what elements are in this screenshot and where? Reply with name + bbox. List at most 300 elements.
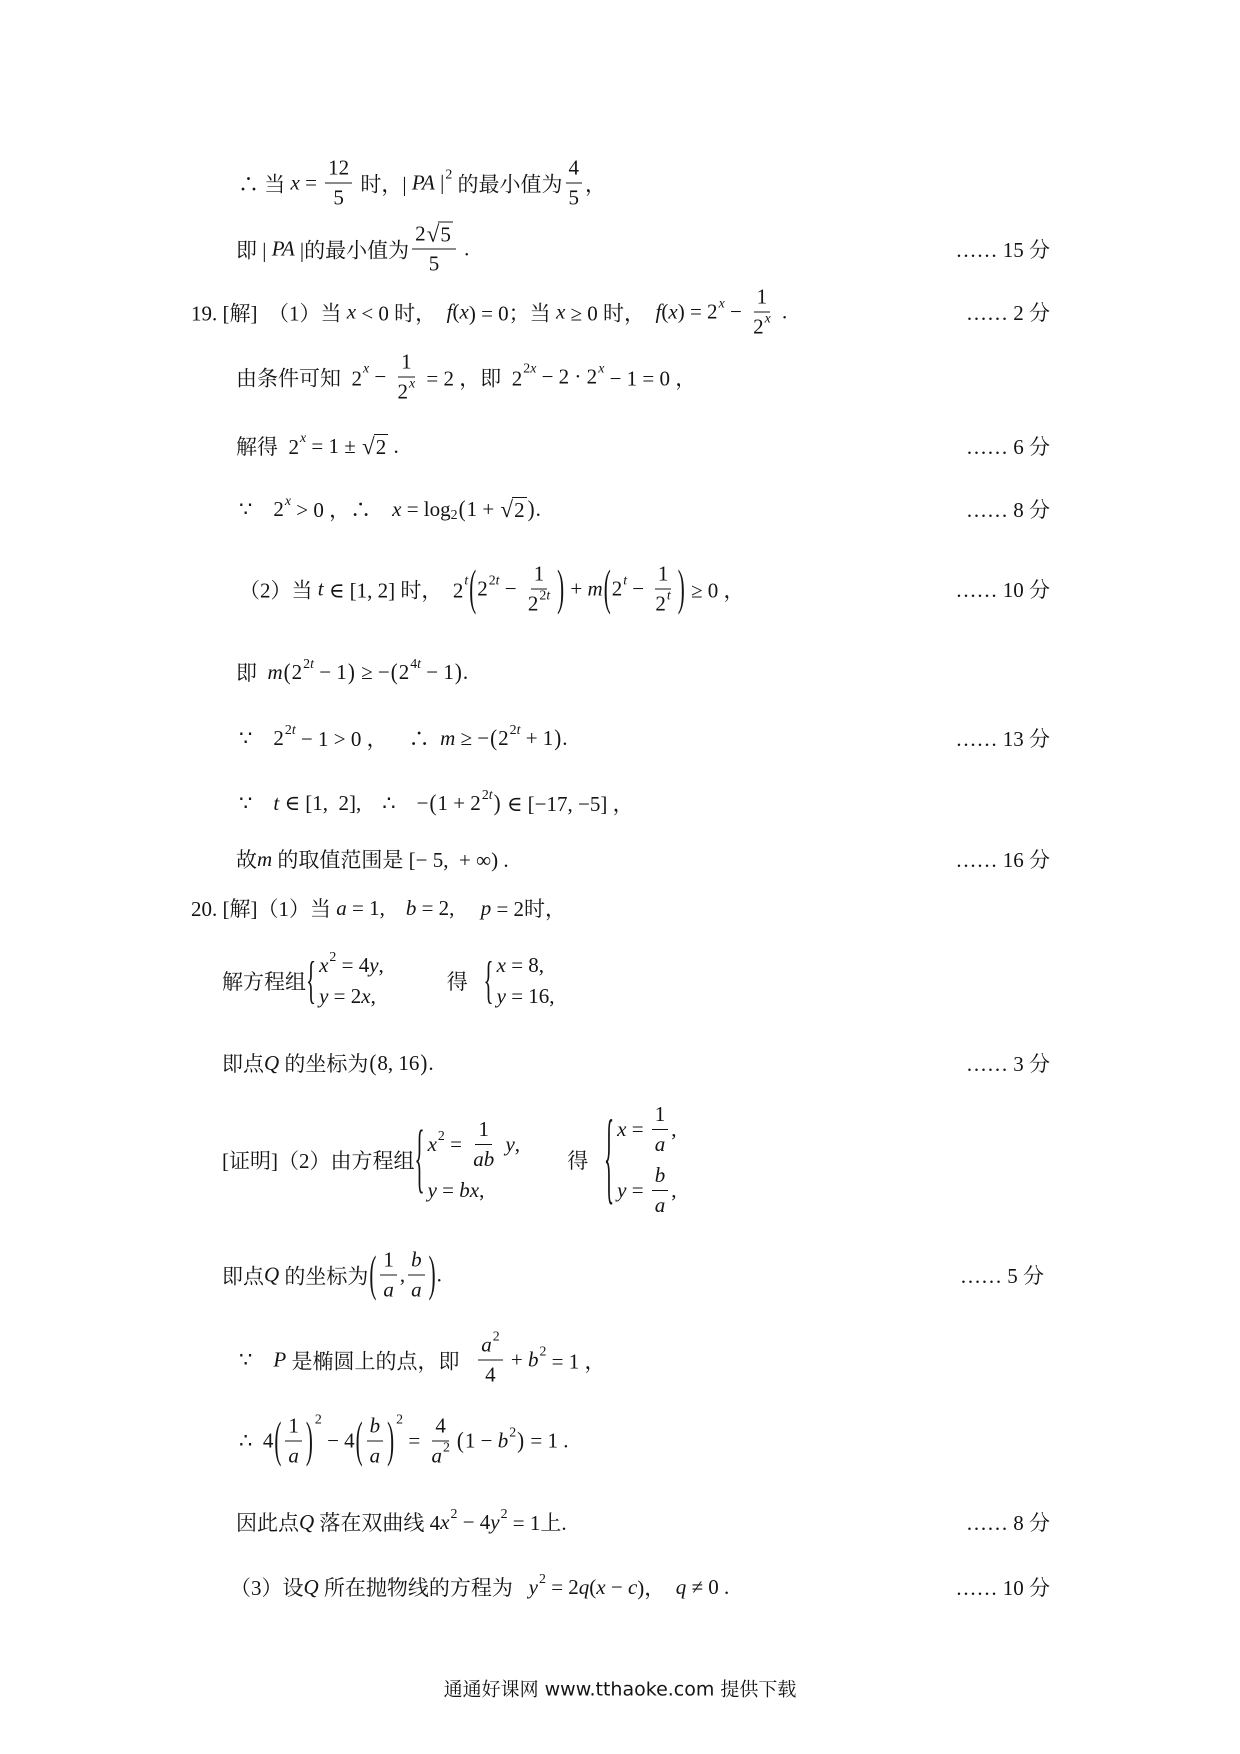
fraction-numerator xyxy=(652,1163,669,1191)
math-text: . xyxy=(436,1262,442,1287)
system-rows xyxy=(497,950,555,1012)
math-text: 2 xyxy=(539,1343,547,1359)
superscript xyxy=(765,311,771,327)
math-variable: x xyxy=(718,295,725,311)
math-text: 2 xyxy=(314,1411,322,1427)
math-text: 2 xyxy=(442,1439,450,1455)
math-text: 2 xyxy=(500,1505,508,1521)
math-text: ∈ [−17, −5] ， xyxy=(501,792,634,816)
math-text: > 0 ，∴ xyxy=(291,498,393,522)
fraction xyxy=(750,285,774,340)
open-paren: ( xyxy=(283,657,291,685)
math-variable: t xyxy=(417,655,421,671)
math-variable: b xyxy=(527,1347,539,1372)
q20-point-q-line xyxy=(222,1048,434,1078)
fraction xyxy=(652,1163,669,1218)
math-text: ∵ xyxy=(239,790,274,815)
q20-ellipse-line xyxy=(239,1328,606,1388)
close-paren: ) xyxy=(517,1426,525,1454)
superscript xyxy=(300,430,306,446)
math-variable: t xyxy=(516,721,521,737)
math-variable: x xyxy=(427,1132,437,1156)
math-text: . xyxy=(428,1050,434,1075)
open-paren: ( xyxy=(469,558,477,616)
equation-system xyxy=(484,950,555,1012)
square-root xyxy=(500,497,526,521)
open-paren: ( xyxy=(274,1410,282,1468)
math-text: 1 xyxy=(654,1102,666,1126)
math-text: 2 xyxy=(523,360,531,376)
math-variable: a xyxy=(654,1193,666,1217)
fraction xyxy=(285,1414,302,1469)
math-text: 的坐标为 xyxy=(279,1264,369,1288)
math-text: 20. [解]（1）当 xyxy=(191,897,337,921)
fraction-numerator xyxy=(652,1102,669,1130)
math-text: = log xyxy=(401,496,451,521)
superscript xyxy=(409,376,415,392)
math-text: ∵ 2 xyxy=(239,725,284,750)
fraction xyxy=(470,1117,497,1172)
math-text: + xyxy=(565,576,588,601)
fraction-numerator xyxy=(412,222,456,250)
score-marker: …… 10 分 xyxy=(955,1576,1050,1600)
open-paren: ( xyxy=(490,723,498,751)
math-variable: b xyxy=(405,895,417,920)
superscript xyxy=(623,573,627,589)
fraction xyxy=(652,1102,669,1157)
math-variable: x xyxy=(598,360,605,376)
math-text: 4 xyxy=(568,155,579,180)
math-text: . xyxy=(776,299,788,324)
math-variable: f xyxy=(655,299,662,324)
close-paren: ) xyxy=(554,723,562,751)
math-variable: Q xyxy=(303,1574,319,1599)
superscript xyxy=(303,656,314,672)
math-text: 4 xyxy=(410,655,418,671)
math-variable: y xyxy=(369,953,379,977)
math-text: 2 xyxy=(450,506,458,522)
q20-part1-header-line xyxy=(191,893,566,923)
math-text: = xyxy=(626,1117,649,1141)
math-text: ， xyxy=(585,172,606,196)
math-text: ( xyxy=(589,1574,597,1599)
math-variable: b xyxy=(411,1247,422,1272)
math-text: = 2时， xyxy=(491,897,567,921)
math-text: , xyxy=(370,984,376,1008)
math-text: = 1 . xyxy=(525,1428,569,1453)
math-text: ≥ 0 ， xyxy=(685,578,745,602)
math-text: 2 xyxy=(375,434,387,459)
math-text: 2 xyxy=(477,576,488,601)
math-text: [证明]（2）由方程组 xyxy=(222,1149,415,1173)
score-marker: …… 2 分 xyxy=(966,301,1050,325)
superscript xyxy=(410,656,421,672)
fraction xyxy=(367,1414,384,1469)
radical-sign: √ xyxy=(426,220,440,247)
math-variable: x xyxy=(668,299,678,324)
math-text: ≠ 0 . xyxy=(686,1574,730,1599)
parenthesized-group xyxy=(368,1048,428,1076)
fraction-denominator xyxy=(330,184,347,211)
fraction-denominator xyxy=(367,1442,384,1469)
math-text: = 1 ± xyxy=(306,433,362,458)
math-variable: y xyxy=(505,1132,515,1156)
group-body xyxy=(291,655,347,685)
math-text: = 8, xyxy=(505,953,545,977)
math-variable: f xyxy=(446,299,453,324)
fraction-denominator xyxy=(482,1361,499,1388)
math-text: 1 − xyxy=(464,1428,498,1453)
math-variable: Q xyxy=(264,1050,280,1075)
math-text: − 4 xyxy=(457,1509,491,1534)
score-marker: …… 16 分 xyxy=(955,848,1050,872)
math-text: 5 xyxy=(568,185,579,210)
fraction-numerator xyxy=(432,1414,449,1442)
math-variable: x xyxy=(409,375,416,391)
fraction-numerator xyxy=(380,1248,397,1276)
math-text: < 0 时， xyxy=(356,301,447,325)
parenthesized-group xyxy=(428,786,501,816)
equation-system xyxy=(306,950,384,1012)
math-text: 2 xyxy=(396,1411,404,1427)
math-variable: t xyxy=(310,655,314,671)
open-paren: ( xyxy=(369,1244,377,1302)
group-body xyxy=(464,1424,517,1454)
superscript xyxy=(363,361,369,377)
fraction-numerator xyxy=(325,156,352,184)
math-text: 2 xyxy=(329,949,337,965)
math-text: 2 xyxy=(437,1128,445,1144)
math-text: 2 xyxy=(611,576,623,601)
parenthesized-group xyxy=(489,721,562,751)
fraction xyxy=(412,222,456,277)
fraction-numerator xyxy=(754,285,771,313)
superscript xyxy=(285,722,296,738)
fraction-numerator xyxy=(408,1248,425,1276)
math-text: − 4 xyxy=(321,1428,355,1453)
superscript xyxy=(329,949,336,965)
group-body xyxy=(282,1414,305,1469)
math-text: = 1, xyxy=(346,895,406,920)
group-body xyxy=(498,721,554,751)
math-text: 1 xyxy=(288,1413,299,1438)
open-paren: ( xyxy=(369,1048,377,1076)
math-variable: t xyxy=(666,587,671,603)
math-text: 8, 16 xyxy=(377,1050,420,1075)
q19-log-result-line xyxy=(239,494,541,524)
math-text: = 4 xyxy=(336,953,370,977)
math-text: + 1 xyxy=(520,725,554,750)
math-text: − xyxy=(499,576,522,601)
math-text: , xyxy=(514,1132,521,1156)
close-paren: ) xyxy=(428,1244,436,1302)
math-text: 解得 2 xyxy=(236,435,299,459)
math-text: 12 xyxy=(328,155,350,180)
math-text: ∈ [1, 2], ∴ − xyxy=(279,790,429,815)
parenthesized-group xyxy=(283,655,356,685)
fraction-denominator xyxy=(395,375,419,405)
group-body xyxy=(437,786,493,816)
superscript xyxy=(598,361,604,377)
math-text: = xyxy=(403,1428,426,1453)
math-text: 1 xyxy=(756,284,768,309)
math-text: ( xyxy=(661,299,669,324)
math-text: 5 xyxy=(428,251,440,276)
open-paren: ( xyxy=(603,558,611,616)
open-paren: ( xyxy=(429,788,437,816)
close-paren: ) xyxy=(493,788,501,816)
math-text: ∴ 4 xyxy=(239,1428,274,1453)
math-text: − 2 · 2 xyxy=(536,364,598,389)
math-text: 时，| xyxy=(355,172,412,196)
superscript xyxy=(438,1128,445,1144)
math-text: − 1 > 0 ， ∴ xyxy=(295,727,441,751)
page-footer: 通通好课网 www.tthaoke.com 提供下载 xyxy=(443,1678,797,1701)
math-text: 即点 xyxy=(222,1264,264,1288)
math-text: ( xyxy=(452,299,460,324)
fraction-numerator xyxy=(285,1414,302,1442)
math-text: = 2, xyxy=(416,895,481,920)
superscript xyxy=(489,573,500,589)
math-text: 2 xyxy=(450,1505,458,1521)
math-text: | xyxy=(434,170,445,195)
math-variable: m xyxy=(257,846,273,871)
superscript xyxy=(501,1506,508,1522)
parenthesized-group xyxy=(273,1410,322,1469)
q19-m-range-line xyxy=(236,844,509,874)
open-paren: ( xyxy=(355,1410,363,1468)
fraction-denominator xyxy=(652,587,673,617)
fraction xyxy=(380,1248,397,1303)
math-text: ∈ [1, 2] 时， 2 xyxy=(323,578,464,602)
fraction xyxy=(428,1414,452,1469)
math-text: − 1 = 0 ， xyxy=(604,366,697,390)
math-text: 2 xyxy=(539,1570,546,1586)
group-body xyxy=(364,1414,387,1469)
math-variable: x xyxy=(392,496,402,521)
q20-proof-system-line xyxy=(222,1099,677,1221)
fraction-denominator xyxy=(426,250,443,277)
superscript xyxy=(396,1411,403,1427)
superscript xyxy=(510,722,521,738)
math-text: − xyxy=(627,576,650,601)
system-row xyxy=(319,981,384,1012)
math-variable: p xyxy=(480,895,492,920)
math-text: + xyxy=(505,1347,528,1372)
math-variable: t xyxy=(495,572,500,588)
math-variable: t xyxy=(273,790,280,815)
fraction xyxy=(395,350,419,405)
group-body xyxy=(467,497,527,522)
math-variable: y xyxy=(496,984,506,1008)
math-variable: b xyxy=(654,1163,666,1187)
system-row xyxy=(428,1175,520,1206)
fraction xyxy=(525,562,553,617)
math-text: 得 xyxy=(383,970,484,994)
superscript xyxy=(451,1506,458,1522)
close-paren: ) xyxy=(387,1410,395,1468)
math-variable: y xyxy=(617,1178,627,1202)
math-variable: x xyxy=(555,299,566,324)
math-text: ) = 0；当 xyxy=(468,301,556,325)
fraction xyxy=(325,156,352,211)
math-text: 19. [解] （1）当 xyxy=(191,301,347,325)
math-text: ≥ 0 时， xyxy=(565,301,656,325)
math-text: = 16, xyxy=(505,984,555,1008)
math-variable: x xyxy=(617,1117,627,1141)
math-variable: a xyxy=(336,895,347,920)
math-text: 所在抛物线的方程为 xyxy=(318,1576,529,1600)
math-text: − 1 xyxy=(313,659,347,684)
radical-sign: √ xyxy=(362,432,375,459)
math-text: , xyxy=(671,1117,677,1141)
score-marker: …… 15 分 xyxy=(955,238,1050,262)
math-text: = 2 xyxy=(328,984,362,1008)
math-text: 即 | xyxy=(236,238,272,262)
math-variable: c xyxy=(627,1574,638,1599)
math-text: ≥ − xyxy=(455,725,490,750)
math-text: （3）设 xyxy=(230,1576,304,1600)
math-text: 4 xyxy=(435,1413,446,1438)
math-text: 2 xyxy=(488,572,496,588)
math-text: )， xyxy=(637,1576,676,1600)
math-variable: t xyxy=(546,587,551,603)
math-text: = xyxy=(436,1178,460,1202)
math-variable: x xyxy=(290,170,300,195)
close-paren: ) xyxy=(420,1048,428,1076)
math-text: , xyxy=(479,1178,485,1202)
math-variable: x xyxy=(530,360,537,376)
close-paren: ) xyxy=(527,494,535,522)
system-row xyxy=(497,950,555,981)
q20-hyperbola-line xyxy=(236,1507,567,1537)
q19-range-interval-line xyxy=(239,788,634,818)
q19-part1-header-line xyxy=(191,285,787,340)
math-text: 2 xyxy=(303,655,311,671)
math-text: − 1 xyxy=(420,659,454,684)
math-variable: q xyxy=(675,1574,687,1599)
fraction-denominator xyxy=(652,1130,669,1157)
math-variable: x xyxy=(459,299,469,324)
math-text: , xyxy=(671,1178,677,1202)
fraction-denominator xyxy=(285,1442,302,1469)
superscript xyxy=(285,493,291,509)
system-row xyxy=(319,950,384,981)
q19-condition-line xyxy=(236,350,696,405)
q20-point-q-general-line xyxy=(222,1244,442,1303)
math-text: 因此点 xyxy=(236,1511,299,1535)
math-text: ∴ 当 xyxy=(238,172,291,196)
math-text: . xyxy=(562,725,568,750)
radicand xyxy=(374,434,389,458)
score-marker: …… 8 分 xyxy=(966,1511,1050,1535)
math-variable: x xyxy=(300,429,307,445)
math-text: 即 xyxy=(236,661,268,685)
superscript xyxy=(523,361,536,377)
group-body xyxy=(377,1051,419,1076)
radical-sign: √ xyxy=(500,495,514,522)
math-variable: PA xyxy=(271,236,295,261)
parenthesized-group xyxy=(603,558,686,617)
fraction xyxy=(566,156,583,211)
system-row xyxy=(497,981,555,1012)
left-brace: { xyxy=(483,949,494,1009)
math-variable: m xyxy=(587,576,603,601)
superscript xyxy=(443,1440,450,1456)
math-variable: t xyxy=(464,572,469,588)
math-variable: y xyxy=(490,1509,500,1534)
math-text: ) = 2 xyxy=(677,299,718,324)
math-text: = xyxy=(444,1132,468,1156)
math-variable: a xyxy=(481,1332,492,1357)
math-text: . xyxy=(458,236,470,261)
math-variable: Q xyxy=(299,1509,315,1534)
fraction-denominator xyxy=(525,587,553,617)
math-variable: a xyxy=(431,1443,442,1468)
system-rows xyxy=(319,950,384,1012)
q19-m-bound-line xyxy=(239,723,568,753)
close-paren: ) xyxy=(347,657,355,685)
math-text: 5 xyxy=(333,185,344,210)
score-marker: …… 3 分 xyxy=(966,1052,1050,1076)
superscript xyxy=(493,1329,500,1345)
superscript xyxy=(445,167,452,183)
math-text: ∵ 2 xyxy=(239,496,284,521)
parenthesized-group xyxy=(456,1424,525,1454)
q19-rearranged-line xyxy=(236,657,468,687)
math-text: 1 xyxy=(657,561,669,586)
math-variable: t xyxy=(317,576,324,601)
math-text: 由条件可知 2 xyxy=(236,366,362,390)
math-text: = 2 ，即 2 xyxy=(421,366,523,390)
score-marker: …… 5 分 xyxy=(960,1264,1044,1288)
math-variable: Q xyxy=(264,1262,280,1287)
math-variable: a xyxy=(369,1443,381,1468)
q20-equation-system-line xyxy=(222,950,555,1012)
open-paren: ( xyxy=(390,657,398,685)
parenthesized-group xyxy=(458,494,536,522)
math-text: 的最小值为 xyxy=(452,172,563,196)
fraction xyxy=(652,562,673,617)
fraction-numerator xyxy=(478,1328,502,1361)
superscript xyxy=(539,1571,546,1587)
fraction-denominator xyxy=(428,1439,452,1469)
parenthesized-group xyxy=(390,655,463,685)
math-text: 故 xyxy=(236,848,257,872)
radicand xyxy=(438,222,453,246)
math-variable: t xyxy=(623,572,628,588)
math-variable: x xyxy=(440,1509,450,1534)
equation-system xyxy=(604,1099,677,1221)
math-text: = xyxy=(626,1178,649,1202)
math-variable: bx xyxy=(459,1178,480,1202)
math-text: 1 xyxy=(383,1247,394,1272)
math-variable: q xyxy=(578,1574,590,1599)
math-text: = 2 xyxy=(545,1574,579,1599)
math-text: = 1 ， xyxy=(546,1349,606,1373)
group-body xyxy=(477,562,556,617)
close-paren: ) xyxy=(677,558,685,616)
group-body xyxy=(398,655,454,685)
math-text: （2）当 xyxy=(239,578,318,602)
radicand xyxy=(512,497,527,521)
math-text: 是椭圆上的点，即 xyxy=(286,1349,476,1373)
math-variable: ab xyxy=(473,1147,495,1171)
superscript xyxy=(315,1411,322,1427)
math-text: 2 xyxy=(415,221,426,246)
math-text: 1 + xyxy=(466,496,500,521)
math-text: 2 xyxy=(539,587,547,603)
